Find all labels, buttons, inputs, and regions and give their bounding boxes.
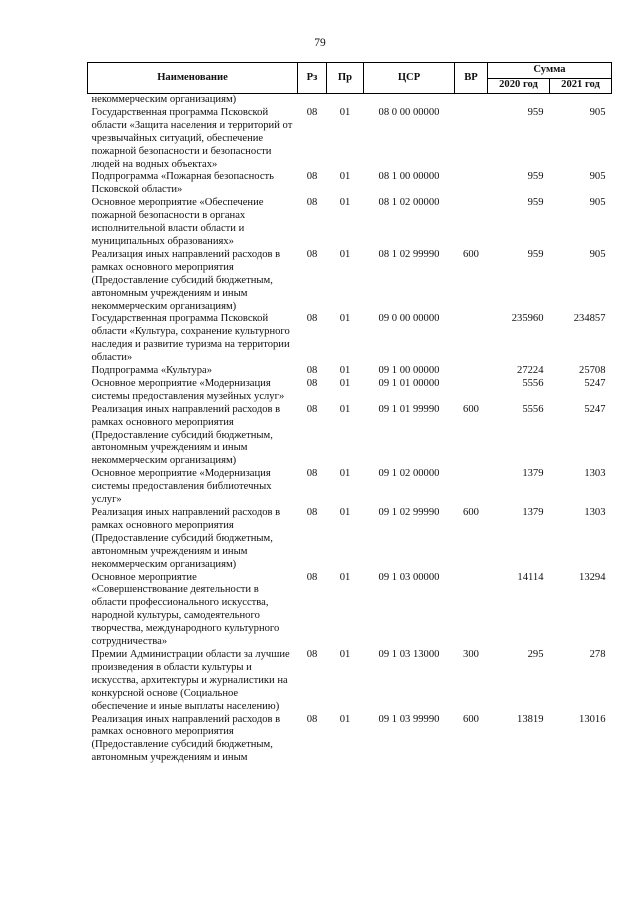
row-rz: 08	[306, 507, 318, 518]
row-amount-2021: 13294	[579, 571, 606, 583]
row-csr: 09 1 01 00000	[378, 377, 440, 389]
row-amount-2020: 959	[527, 171, 544, 183]
row-name: Реализация иных направлений расходов в рамках основного мероприятия (Предоставление субсидий бюджетным, автономным учреждениям и иным некоммерческим организациям)	[91, 248, 281, 312]
row-pr: 01	[339, 313, 351, 325]
row-csr: 08 1 00 00000	[378, 171, 440, 183]
row-vr	[455, 94, 488, 107]
table-row	[88, 249, 612, 314]
table-row	[88, 94, 612, 107]
row-amount-2021: 1303	[584, 507, 606, 518]
row-vr	[455, 365, 488, 378]
row-csr	[364, 94, 455, 107]
row-amount-2020: 959	[527, 248, 544, 260]
header-year-2020: 2020 год	[488, 78, 550, 94]
row-csr: 09 1 03 13000	[378, 648, 440, 660]
row-vr: 600	[463, 713, 479, 725]
header-csr: ЦСР	[364, 63, 455, 94]
row-name: Премии Администрации области за лучшие произведения в области культуры и искусства, архитектуры и журналистики на конкурсной основе (Социальное обеспечение и иные выплаты населению)	[91, 648, 290, 712]
row-rz: 08	[306, 365, 318, 377]
row-csr: 09 1 00 00000	[378, 365, 440, 377]
row-vr: 300	[463, 648, 479, 660]
row-name: Государственная программа Псковской области «Культура, сохранение культурного наследия и развитие туризма на территории области»	[91, 313, 290, 364]
table-row	[88, 649, 612, 714]
row-vr	[455, 313, 488, 365]
row-amount-2021: 13016	[579, 713, 606, 725]
row-csr: 08 1 02 99990	[378, 248, 440, 260]
row-rz: 08	[306, 313, 318, 325]
table-row	[88, 378, 612, 404]
row-pr: 01	[339, 365, 351, 377]
table-row	[88, 171, 612, 197]
row-csr: 08 1 02 00000	[378, 197, 440, 209]
row-pr: 01	[339, 571, 351, 583]
row-name: Основное мероприятие «Совершенствование деятельности в области профессионального искусства, народной культуры, самодеятельного творчества, международного культурного сотрудничества»	[91, 571, 280, 648]
row-vr	[455, 572, 488, 649]
row-amount-2020: 1379	[522, 507, 544, 518]
row-amount-2021: 905	[589, 171, 606, 183]
budget-table	[87, 62, 612, 765]
row-name: Подпрограмма «Пожарная безопасность Псковской области»	[91, 171, 274, 196]
header-summa: Сумма	[488, 63, 612, 79]
row-vr	[455, 468, 488, 507]
row-csr: 08 0 00 00000	[378, 106, 440, 118]
table-header	[88, 63, 612, 94]
row-name: Реализация иных направлений расходов в рамках основного мероприятия (Предоставление субсидий бюджетным, автономным учреждениям и иным	[91, 713, 281, 764]
row-csr: 09 0 00 00000	[378, 313, 440, 325]
row-amount-2020: 27224	[517, 365, 544, 377]
row-rz: 08	[306, 106, 318, 118]
row-pr: 01	[339, 377, 351, 389]
row-name: Реализация иных направлений расходов в рамках основного мероприятия (Предоставление субсидий бюджетным, автономным учреждениям и иным некоммерческим организациям)	[91, 403, 281, 467]
row-rz: 08	[306, 648, 318, 660]
row-pr: 01	[339, 106, 351, 118]
header-vr: ВР	[455, 63, 488, 94]
row-amount-2020: 5556	[522, 377, 544, 389]
row-pr: 01	[339, 713, 351, 725]
row-name: некоммерческим организациям)	[91, 94, 237, 105]
page-number: 79	[314, 37, 326, 49]
row-pr: 01	[339, 507, 351, 518]
header-pr: Пр	[327, 63, 364, 94]
row-vr	[455, 378, 488, 404]
row-amount-2020: 959	[527, 197, 544, 209]
row-vr: 600	[463, 403, 479, 415]
row-amount-2020: 295	[527, 648, 544, 660]
row-amount-2021: 905	[589, 248, 606, 260]
table-row	[88, 197, 612, 249]
row-rz: 08	[306, 197, 318, 209]
table-row	[88, 313, 612, 365]
row-amount-2021: 905	[589, 197, 606, 209]
header-year-2021: 2021 год	[550, 78, 612, 94]
table-row	[88, 468, 612, 507]
row-name: Основное мероприятие «Модернизация системы предоставления музейных услуг»	[91, 377, 285, 402]
row-amount-2021: 905	[589, 106, 606, 118]
row-vr	[455, 197, 488, 249]
row-pr: 01	[339, 403, 351, 415]
row-rz: 08	[306, 171, 318, 183]
row-name: Государственная программа Псковской области «Защита населения и территорий от чрезвычайных ситуаций, обеспечение пожарной безопасности и безопасности людей на водных объектах»	[91, 106, 293, 170]
row-pr: 01	[339, 248, 351, 260]
row-name: Основное мероприятие «Модернизация системы предоставления библиотечных услуг»	[91, 468, 272, 506]
header-rz: Рз	[298, 63, 327, 94]
row-rz: 08	[306, 248, 318, 260]
row-csr: 09 1 01 99990	[378, 403, 440, 415]
row-name: Реализация иных направлений расходов в рамках основного мероприятия (Предоставление субсидий бюджетным, автономным учреждениям и иным некоммерческим организациям)	[91, 507, 281, 570]
row-amount-2021: 1303	[584, 468, 606, 480]
row-rz: 08	[306, 468, 318, 480]
row-amount-2020: 14114	[517, 571, 544, 583]
row-amount-2020: 1379	[522, 468, 544, 480]
row-name: Основное мероприятие «Обеспечение пожарной безопасности в органах исполнительной власти области и муниципальных образованиях»	[91, 197, 264, 247]
row-amount-2020: 5556	[522, 403, 544, 415]
row-vr: 600	[463, 507, 479, 518]
row-amount-2020: 235960	[511, 313, 544, 325]
table-row	[88, 507, 612, 572]
row-rz: 08	[306, 403, 318, 415]
row-pr: 01	[339, 197, 351, 209]
row-amount-2020	[488, 94, 550, 107]
table-row	[88, 107, 612, 172]
row-amount-2020: 959	[527, 106, 544, 118]
table-row	[88, 714, 612, 766]
row-rz	[298, 94, 327, 107]
row-vr	[455, 171, 488, 197]
row-amount-2021: 25708	[579, 365, 606, 377]
row-csr: 09 1 03 00000	[378, 571, 440, 583]
table-row	[88, 404, 612, 469]
row-pr: 01	[339, 171, 351, 183]
row-amount-2021: 234857	[573, 313, 606, 325]
row-amount-2021	[550, 94, 612, 107]
row-vr	[455, 107, 488, 172]
row-amount-2021: 5247	[584, 377, 606, 389]
row-rz: 08	[306, 377, 318, 389]
row-pr: 01	[339, 468, 351, 480]
row-csr: 09 1 03 99990	[378, 713, 440, 725]
row-rz: 08	[306, 571, 318, 583]
row-name: Подпрограмма «Культура»	[91, 365, 213, 377]
row-amount-2021: 278	[589, 648, 606, 660]
row-csr: 09 1 02 00000	[378, 468, 440, 480]
table-row	[88, 365, 612, 378]
row-vr: 600	[463, 248, 479, 260]
row-rz: 08	[306, 713, 318, 725]
table-body	[88, 94, 612, 766]
row-pr: 01	[339, 648, 351, 660]
row-pr	[327, 94, 364, 107]
row-csr: 09 1 02 99990	[378, 507, 440, 518]
header-name: Наименование	[88, 63, 298, 94]
row-amount-2021: 5247	[584, 403, 606, 415]
table-row	[88, 572, 612, 649]
row-amount-2020: 13819	[517, 713, 544, 725]
